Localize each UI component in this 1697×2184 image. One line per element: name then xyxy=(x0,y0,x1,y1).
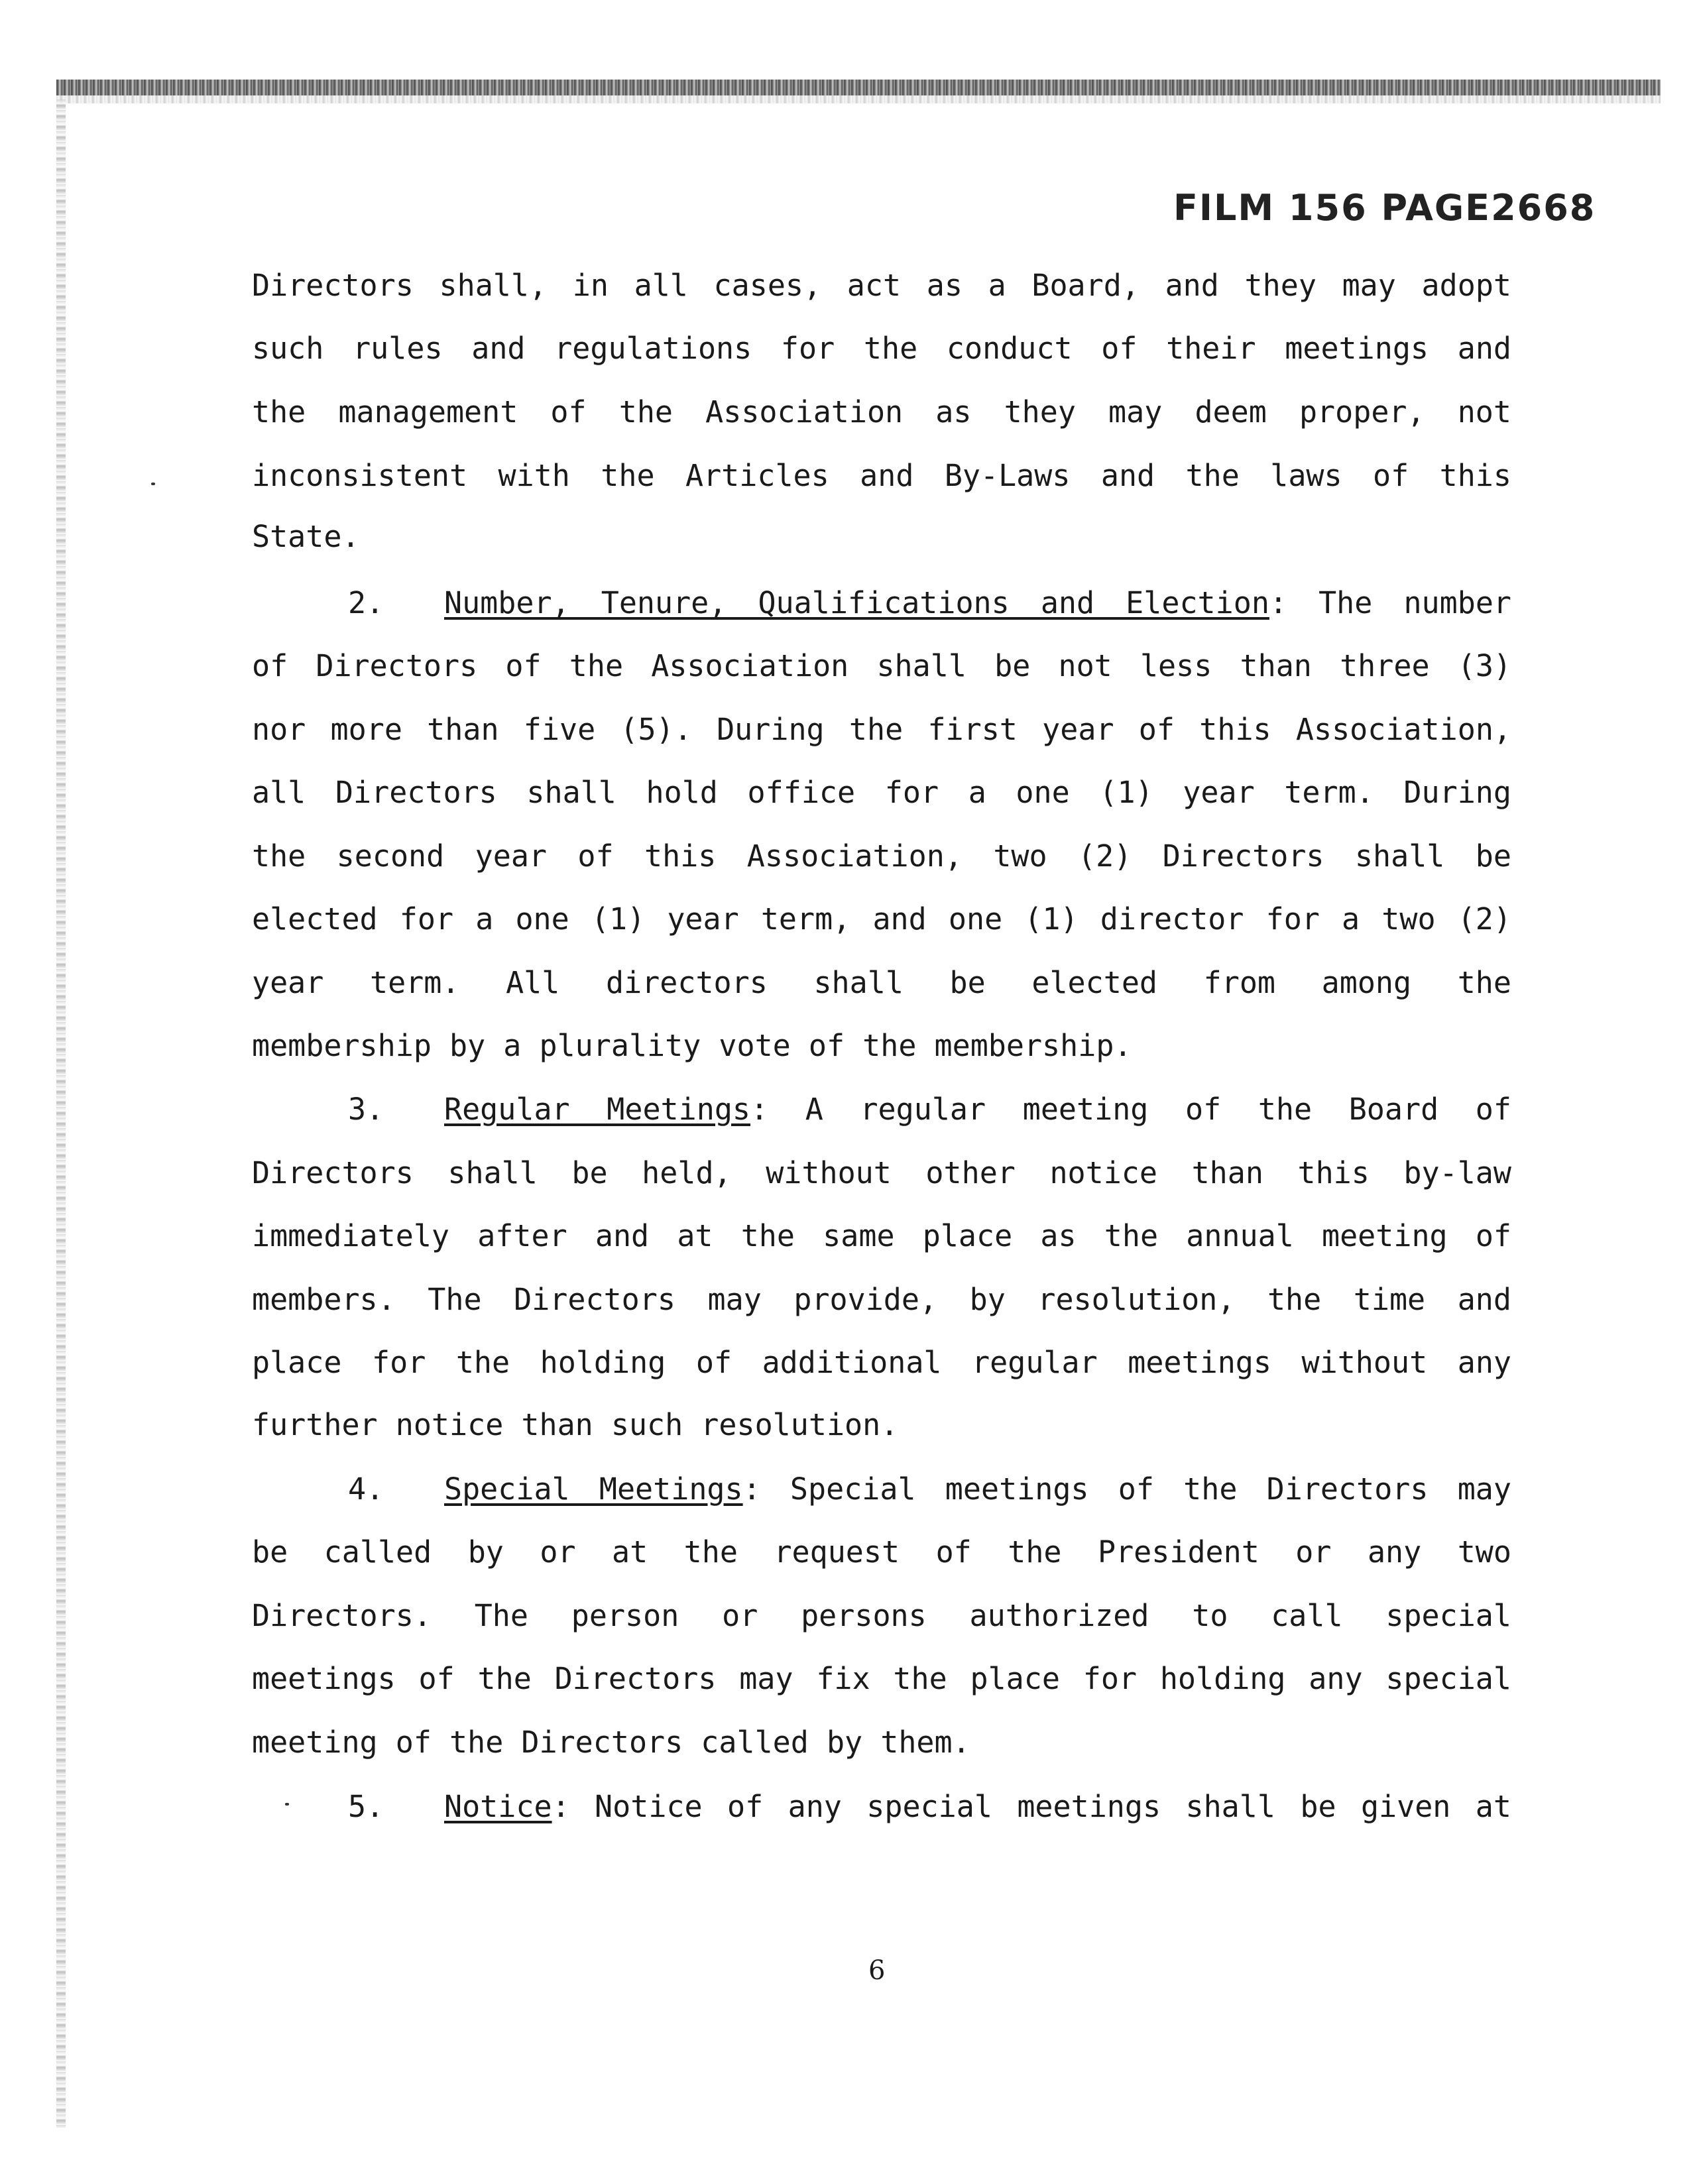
section-heading: Notice xyxy=(444,1789,552,1824)
section-number: 2. xyxy=(348,585,384,620)
text-line: elected for a one (1) year term, and one (1) director for a two (2) xyxy=(252,901,1511,937)
section-number: 5. xyxy=(348,1789,384,1824)
text-line: year term. All directors shall be elected from among the xyxy=(252,965,1511,1000)
text-line: the management of the Association as they may deem proper, not xyxy=(252,394,1511,430)
text-line: place for the holding of additional regular meetings without any xyxy=(252,1345,1511,1380)
section-5-first-line xyxy=(348,1788,1511,1825)
text-line: nor more than five (5). During the first year of this Association, xyxy=(252,712,1511,747)
text-line: all Directors shall hold office for a one (1) year term. During xyxy=(252,775,1511,810)
text-line: meeting of the Directors called by them. xyxy=(252,1725,970,1760)
text-line: Directors shall, in all cases, act as a Board, and they may adopt xyxy=(252,268,1511,303)
section-number: 3. xyxy=(348,1092,384,1127)
text-line: inconsistent with the Articles and By-Laws and the laws of this xyxy=(252,458,1511,493)
text-line: immediately after and at the same place as the annual meeting of xyxy=(252,1218,1511,1253)
text-line: membership by a plurality vote of the membership. xyxy=(252,1028,1132,1063)
section-first-line-text: : A regular meeting of the Board of xyxy=(750,1092,1511,1127)
scan-border-top-fade xyxy=(56,95,1661,103)
page-number: 6 xyxy=(868,1955,886,1986)
section-first-line-text: : Notice of any special meetings shall be given at xyxy=(552,1789,1511,1824)
section-heading: Regular Meetings xyxy=(444,1092,751,1127)
film-page-stamp: FILM 156 PAGE2668 xyxy=(1173,187,1596,229)
text-line: such rules and regulations for the conduct of their meetings and xyxy=(252,331,1511,366)
section-number: 4. xyxy=(348,1471,384,1507)
text-line: Directors shall be held, without other notice than this by-law xyxy=(252,1155,1511,1190)
section-heading: Special Meetings xyxy=(444,1471,743,1507)
text-line: the second year of this Association, two (2) Directors shall be xyxy=(252,838,1511,874)
section-4-first-line xyxy=(348,1471,1511,1508)
section-first-line-text: : Special meetings of the Directors may xyxy=(742,1471,1511,1507)
section-heading: Number, Tenure, Qualifications and Election xyxy=(444,585,1269,620)
section-3-first-line xyxy=(348,1091,1511,1128)
scan-border-top xyxy=(56,80,1661,95)
text-line: of Directors of the Association shall be not less than three (3) xyxy=(252,648,1511,683)
section-first-line-text: : The number xyxy=(1269,585,1512,620)
text-line: meetings of the Directors may fix the place for holding any special xyxy=(252,1661,1511,1696)
text-line: State. xyxy=(252,519,360,554)
text-line: further notice than such resolution. xyxy=(252,1407,899,1442)
scan-border-left xyxy=(56,99,66,2128)
text-line: Directors. The person or persons authorized to call special xyxy=(252,1598,1511,1633)
text-line: be called by or at the request of the President or any two xyxy=(252,1534,1511,1570)
stray-mark xyxy=(151,483,155,485)
section-2-first-line xyxy=(348,585,1511,622)
text-line: members. The Directors may provide, by resolution, the time and xyxy=(252,1282,1511,1317)
stray-mark xyxy=(285,1803,289,1806)
